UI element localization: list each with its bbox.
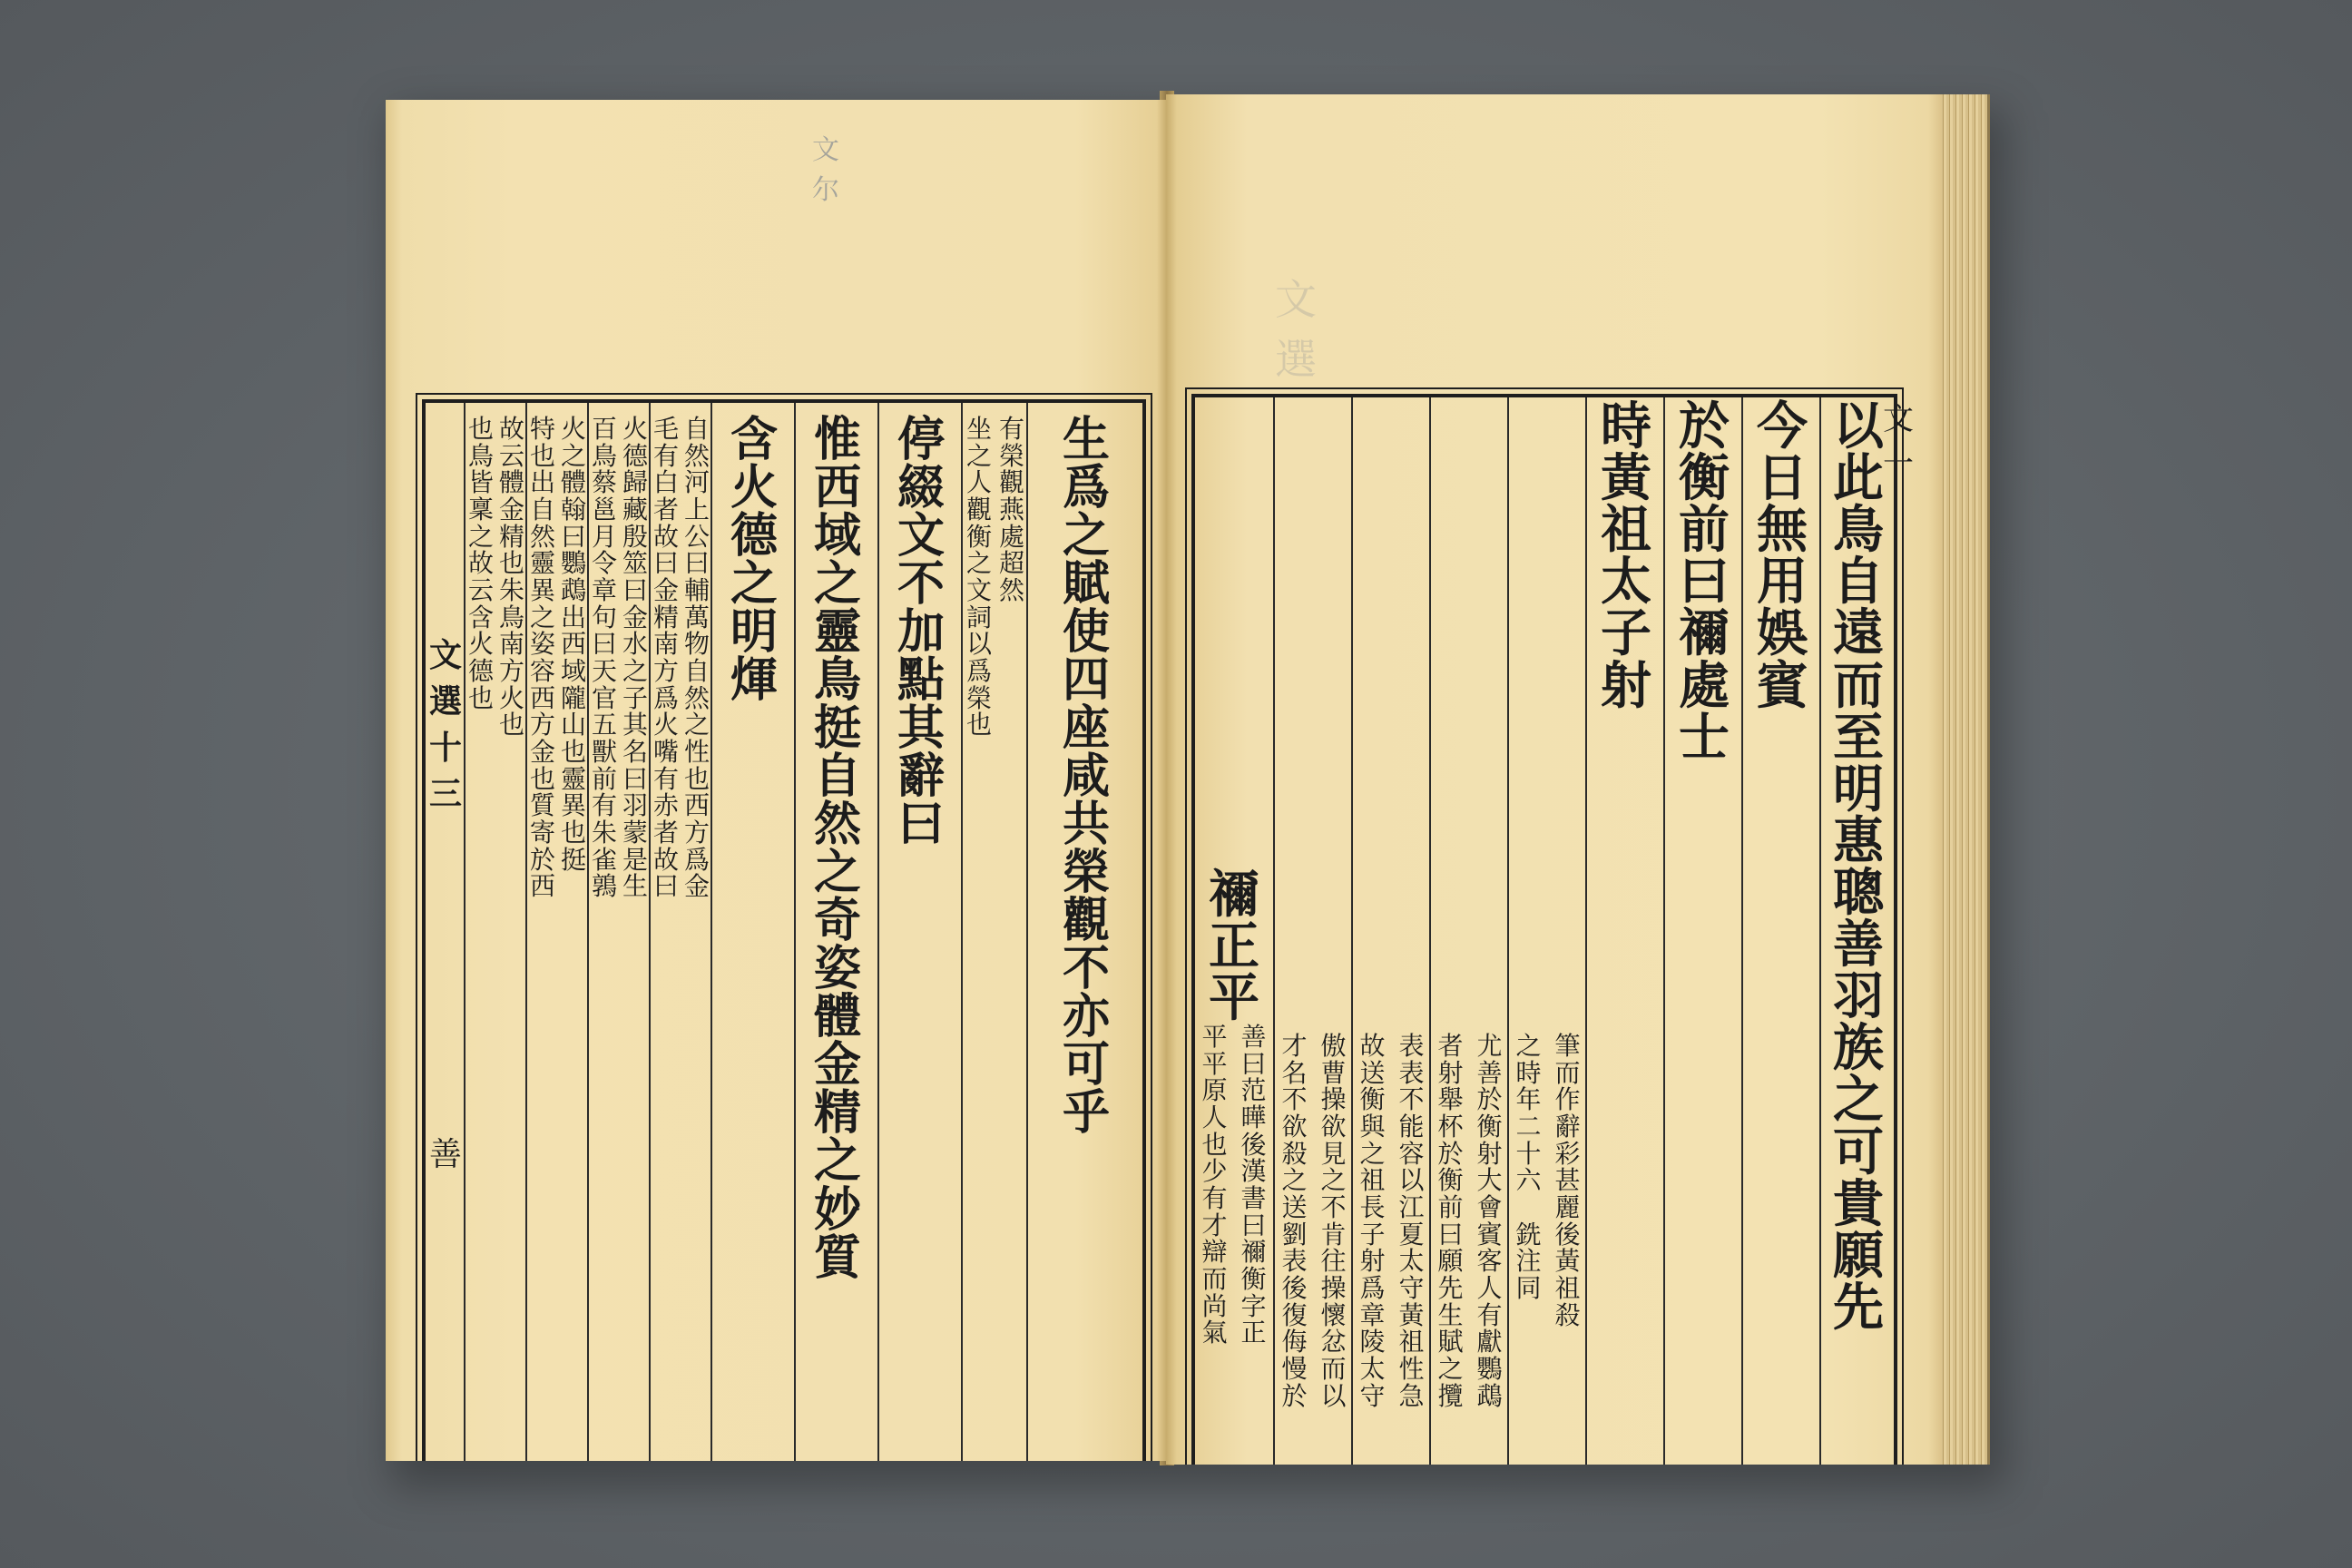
commentary-line: 坐 之 人 觀 衡 之 文 詞 以 爲 榮 也 [965, 414, 992, 740]
commentary-line: 自 然 河 上 公 曰 輔 萬 物 自 然 之 性 也 西 方 爲 金 [683, 414, 710, 902]
left-text-block [422, 399, 1146, 1461]
text-column [1585, 397, 1665, 1465]
main-text-line: 惟 西 域 之 靈 鳥 挺 自 然 之 奇 姿 體 金 精 之 妙 質 [813, 412, 861, 1286]
running-title-right: 文 一 [1883, 401, 1914, 482]
marginal-annotation: 文 尔 [812, 134, 839, 206]
running-title-left: 文 選 十 三 [429, 636, 463, 813]
bleed-through-text: 文 選 [1275, 275, 1317, 384]
text-column [464, 403, 527, 1461]
text-column [649, 403, 712, 1461]
commentary-line: 才 名 不 欲 殺 之 送 劉 表 後 復 侮 慢 於 [1281, 1031, 1308, 1411]
text-column [1741, 397, 1821, 1465]
right-page [1166, 94, 1942, 1465]
main-text-line: 今 日 無 用 娛 賓 [1757, 397, 1808, 716]
text-column [961, 403, 1028, 1461]
commentary-line: 尤 善 於 衡 射 大 會 賓 客 人 有 獻 鸚 鵡 [1476, 1031, 1503, 1411]
main-text-line: 生 爲 之 賦 使 四 座 咸 共 榮 觀 不 亦 可 乎 [1062, 412, 1110, 1142]
commentary-line: 傲 曹 操 欲 見 之 不 肯 往 操 懷 忿 而 以 [1320, 1031, 1347, 1411]
commentary-line: 有 榮 觀 燕 處 超 然 [998, 414, 1024, 606]
commentary-line: 故 云 體 金 精 也 朱 鳥 南 方 火 也 [498, 414, 524, 740]
main-text-line: 時 黃 祖 太 子 射 [1601, 397, 1651, 716]
text-column [1819, 397, 1896, 1465]
text-column [877, 403, 963, 1461]
text-column [525, 403, 589, 1461]
right-text-block [1191, 394, 1897, 1465]
commentary-line: 平 平 原 人 也 少 有 才 辯 而 尚 氣 [1201, 1022, 1228, 1348]
commentary-line: 故 送 衡 與 之 祖 長 子 射 爲 章 陵 太 守 [1359, 1031, 1386, 1411]
commentary-line: 之 時 年 二 十 六 銑 注 同 [1515, 1031, 1542, 1304]
commentary-line: 也 鳥 皆 稟 之 故 云 含 火 德 也 [467, 414, 494, 713]
text-column [1273, 397, 1353, 1465]
main-text-line: 停 綴 文 不 加 點 其 辭 曰 [897, 412, 945, 853]
text-column [1429, 397, 1509, 1465]
main-text-line: 含 火 德 之 明 煇 [730, 412, 778, 709]
main-text-line: 以 此 鳥 自 遠 而 至 明 惠 聰 善 羽 族 之 可 貴 願 先 [1833, 397, 1884, 1338]
commentary-line: 者 射 舉 杯 於 衡 前 曰 願 先 生 賦 之 攬 [1437, 1031, 1464, 1411]
text-column [1507, 397, 1587, 1465]
fold-margin [426, 403, 466, 1461]
commentary-line: 表 表 不 能 容 以 江 夏 太 守 黃 祖 性 急 [1398, 1031, 1425, 1411]
commentary-line: 火 德 歸 藏 殷 筮 曰 金 水 之 子 其 名 曰 羽 蒙 是 生 [622, 414, 648, 902]
text-column [1351, 397, 1431, 1465]
commentary-line: 百 鳥 蔡 邕 月 令 章 句 曰 天 官 五 獸 前 有 朱 雀 鶉 [591, 414, 617, 902]
text-column [710, 403, 796, 1461]
page-mark: 善 [429, 1136, 463, 1173]
main-text-line: 於 衡 前 曰 禰 處 士 [1679, 397, 1730, 768]
commentary-line: 特 也 出 自 然 靈 異 之 姿 容 西 方 金 也 質 寄 於 西 [529, 414, 555, 902]
commentary-line: 毛 有 白 者 故 曰 金 精 南 方 爲 火 嘴 有 赤 者 故 曰 [652, 414, 679, 902]
text-column [1026, 403, 1144, 1461]
left-page [386, 100, 1166, 1461]
text-column [587, 403, 651, 1461]
commentary-line: 善 曰 范 曄 後 漢 書 曰 禰 衡 字 正 [1240, 1022, 1267, 1348]
commentary-line: 筆 而 作 辭 彩 甚 麗 後 黃 祖 殺 [1554, 1031, 1581, 1330]
text-column [794, 403, 879, 1461]
commentary-line: 火 之 體 翰 曰 鸚 鵡 出 西 域 隴 山 也 靈 異 也 挺 [560, 414, 586, 875]
text-column [1195, 397, 1273, 1465]
text-column [1663, 397, 1743, 1465]
work-author-heading: 禰 正 平 [1209, 865, 1259, 1029]
page-edges [1940, 94, 1990, 1465]
